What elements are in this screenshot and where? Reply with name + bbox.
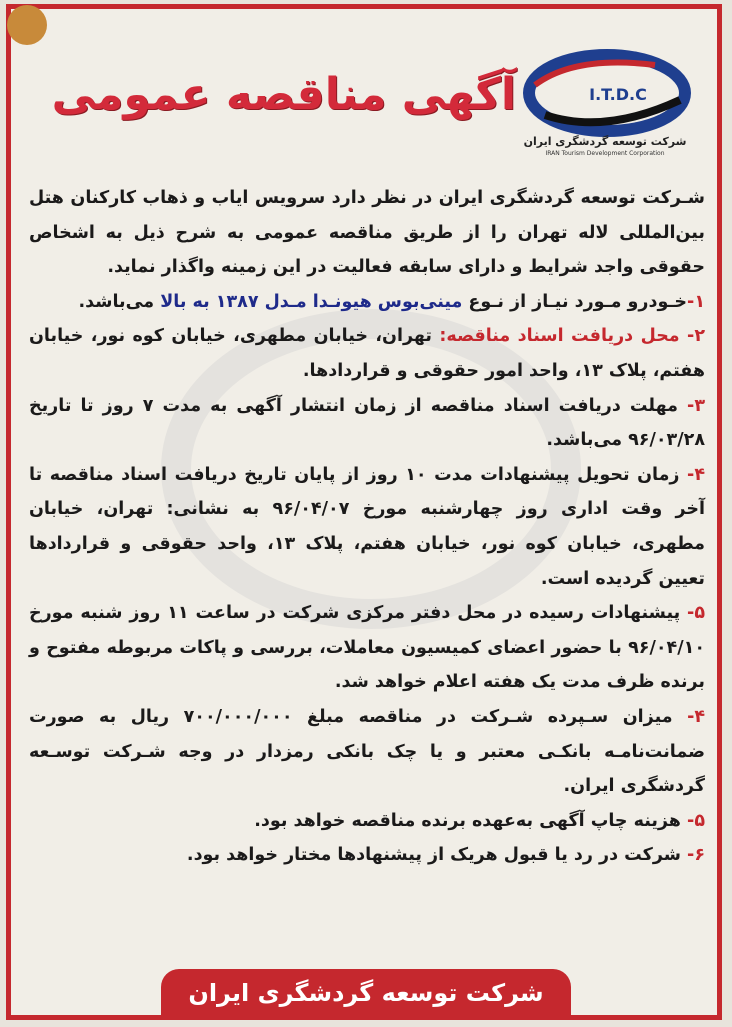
item-text: پیشنهادات رسیده در محل دفتر مرکزی شرکت در ساعت ۱۱ روز شنبه مورخ ۹۶/۰۴/۱۰ با حضور اعضای کمیسیون معاملات، بررسی و پاکات مربوطه مفتوح و برنده ظرف مدت یک هفته اعلام خواهد شد. (29, 603, 705, 693)
item-number: ۲- (687, 326, 705, 347)
item-text: زمان تحویل پیشنهادات مدت ۱۰ روز از پایان تاریخ دریافت اسناد مناقصه تا آخر وقت اداری روز چهارشنبه مورخ ۹۶/۰۴/۰۷ به نشانی: تهران، خیابان مطهری، خیابان کوه نور، خیابان هفتم، پلاک ۱۳، واحد حقوقی و قراردادها تعیین گردیده است. (29, 464, 706, 589)
announcement-body (29, 181, 705, 873)
list-item (29, 596, 705, 700)
item-number: ۵- (687, 603, 705, 624)
item-text: خـودرو مـورد نیـاز از نـوع (462, 291, 688, 312)
list-item (29, 838, 705, 873)
item-text: مهلت دریافت اسناد مناقصه از زمان انتشار آگهی به مدت ۷ روز تا تاریخ ۹۶/۰۳/۲۸ می‌باشد. (29, 395, 705, 451)
item-number: ۳- (687, 395, 705, 416)
list-item (29, 458, 705, 596)
company-logo (515, 45, 695, 163)
item-number: ۶- (687, 845, 705, 866)
list-item (29, 319, 705, 388)
logo-caption: شرکت توسعه گردشگری ایران (523, 135, 687, 148)
item-text: میزان سـپرده شـرکت در مناقصه مبلغ ۷۰۰/۰۰۰/۰۰۰ ریال به صورت ضمانت‌نامـه بانکـی معتبر و یا چک بانکی رمزدار در وجه شـرکت توسـعه گردشگری ایران. (29, 706, 705, 797)
advertisement-page (6, 4, 722, 1020)
item-text: تهران، خیابان مطهری، خیابان کوه نور، خیابان هفتم، پلاک ۱۳، واحد امور حقوقی و قراردادها. (29, 326, 705, 381)
list-item (29, 285, 705, 320)
item-number: ۱- (687, 291, 705, 312)
list-item (29, 804, 705, 839)
header (11, 9, 717, 174)
item-number: ۴- (687, 464, 705, 485)
footer-banner: شرکت توسعه گردشگری ایران (161, 969, 571, 1017)
item-label: محل دریافت اسناد مناقصه: (439, 326, 680, 347)
list-item (29, 389, 705, 458)
page-title: آگهی مناقصه عمومی (51, 69, 516, 120)
logo-text: I.T.D.C (589, 85, 647, 104)
item-text: هزینه چاپ آگهی به‌عهده برنده مناقصه خواهد بود. (254, 810, 681, 831)
logo-subcaption: IRAN Tourism Development Corporation (545, 150, 665, 157)
item-number: ۴- (687, 706, 706, 727)
item-text-tail: می‌باشد. (78, 291, 161, 312)
list-item (29, 700, 705, 804)
item-highlight: مینی‌بوس هیونـدا مـدل ۱۳۸۷ به بالا (160, 291, 463, 312)
item-text: شرکت در رد یا قبول هریک از پیشنهادها مختار خواهد بود. (186, 845, 681, 866)
intro-paragraph: شـرکت توسعه گردشگری ایران در نظر دارد سرویس ایاب و ذهاب کارکنان هتل بین‌المللی لاله تهران را از طریق مناقصه عمومی به شرح ذیل به اشخاص حقوقی واجد شرایط و دارای سابقه فعالیت در این زمینه واگذار نماید. (29, 188, 705, 278)
item-number: ۵- (687, 810, 705, 831)
